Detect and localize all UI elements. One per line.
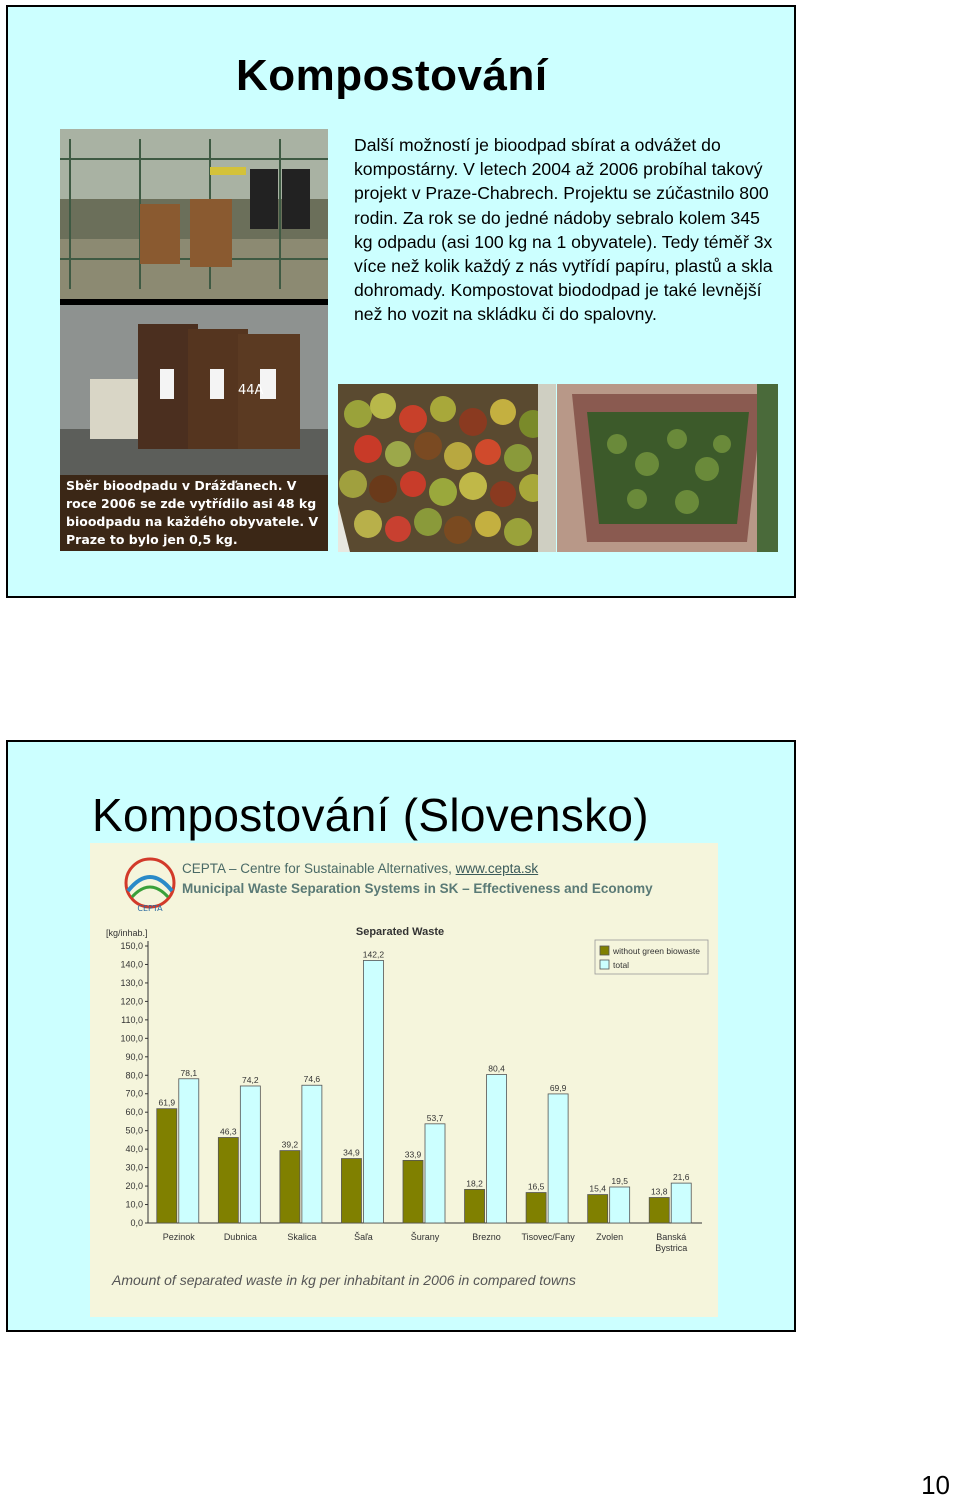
dresden-biowaste-photo	[60, 129, 328, 551]
category-label: Šurany	[410, 1232, 440, 1242]
bar-value-label: 46,3	[220, 1126, 237, 1137]
slide-title: Kompostování (Slovensko)	[92, 789, 649, 841]
bar-total	[240, 1086, 260, 1223]
chart-title: Separated Waste	[355, 926, 445, 938]
y-tick-label: 100,0	[120, 1033, 143, 1044]
separated-waste-bar-chart	[90, 843, 718, 1273]
bar-without-green	[526, 1193, 546, 1223]
bar-without-green	[649, 1198, 669, 1223]
slide-kompostovani	[6, 5, 796, 598]
bar-total	[425, 1124, 445, 1223]
bar-value-label: 78,1	[180, 1067, 198, 1078]
bar-value-label: 15,4	[589, 1183, 606, 1194]
y-tick-label: 120,0	[120, 996, 143, 1007]
y-axis-label: [kg/inhab.]	[106, 928, 148, 938]
bar-without-green	[157, 1109, 177, 1223]
legend-label: without green biowaste	[613, 946, 700, 956]
category-label: Pezinok	[162, 1232, 195, 1242]
y-tick-label: 0,0	[130, 1218, 143, 1228]
green-waste-bin-photo	[557, 384, 778, 552]
y-tick-label: 50,0	[125, 1125, 143, 1136]
svg-text:CEPTA: CEPTA	[137, 904, 163, 913]
bar-value-label: 18,2	[466, 1178, 483, 1189]
y-tick-label: 130,0	[120, 977, 143, 988]
bar-value-label: 53,7	[426, 1112, 444, 1123]
bar-value-label: 74,2	[242, 1074, 259, 1085]
category-label: Skalica	[287, 1232, 317, 1242]
category-label: Tisovec/Fany	[521, 1232, 575, 1242]
y-tick-label: 20,0	[125, 1181, 143, 1192]
y-tick-label: 90,0	[125, 1051, 143, 1062]
cepta-subtitle: Municipal Waste Separation Systems in SK – Effectiveness and Economy	[182, 881, 653, 896]
bar-value-label: 80,4	[488, 1063, 505, 1074]
legend-label: total	[613, 960, 630, 970]
y-tick-label: 30,0	[125, 1162, 143, 1173]
y-tick-label: 140,0	[120, 959, 143, 970]
photo-caption: Sběr bioodpadu v Drážďanech. V roce 2006 se zde vytřídilo asi 48 kg bioodpadu na každého obyvatele. V Praze to bylo jen 0,5 kg.	[66, 478, 319, 547]
bar-value-label: 142,2	[362, 949, 385, 960]
cepta-org-line: CEPTA – Centre for Sustainable Alternatives, www.cepta.sk	[182, 861, 539, 876]
category-label: Brezno	[472, 1232, 501, 1242]
cepta-chart-image	[90, 843, 718, 1317]
bar-value-label: 33,9	[404, 1149, 422, 1160]
slide-paragraph: Další možností je bioodpad sbírat a odvážet do kompostárny. V letech 2004 až 2006 probíhal takový projekt v Praze-Chabrech. Projektu se zúčastnilo 800 rodin. Za rok se do jedné nádoby sebralo kolem 345 kg odpadu (asi 100 kg na 1 obyvatele). Tedy téměř 3x více než kolik každý z nás vytřídí papíru, plastů a skla dohromady. Kompostovat biododpad je také levnější než ho vozit na skládku či do spalovny.	[354, 135, 773, 325]
bar-total	[487, 1075, 507, 1223]
bar-total	[610, 1187, 630, 1223]
category-label: Bystrica	[655, 1243, 688, 1253]
slide-title: Kompostování	[236, 51, 548, 100]
bar-value-label: 13,8	[650, 1186, 668, 1197]
bar-without-green	[218, 1137, 238, 1223]
bar-value-label: 74,6	[303, 1074, 321, 1085]
bin-label: 44A	[238, 383, 264, 398]
apples-compost-photo	[338, 384, 556, 552]
bar-without-green	[341, 1159, 361, 1223]
bar-value-label: 16,5	[527, 1181, 545, 1192]
legend-swatch	[600, 960, 609, 969]
y-tick-label: 40,0	[125, 1144, 143, 1155]
chart-caption: Amount of separated waste in kg per inhabitant in 2006 in compared towns	[112, 1272, 576, 1288]
bar-without-green	[280, 1151, 300, 1223]
bar-total	[671, 1183, 691, 1223]
bar-value-label: 34,9	[343, 1147, 360, 1158]
bar-without-green	[588, 1195, 608, 1223]
bar-value-label: 19,5	[611, 1175, 628, 1186]
y-tick-label: 150,0	[120, 941, 143, 951]
y-tick-label: 80,0	[125, 1070, 143, 1081]
bar-value-label: 69,9	[549, 1082, 567, 1093]
y-tick-label: 110,0	[121, 1014, 143, 1025]
bar-total	[548, 1094, 568, 1223]
bar-without-green	[465, 1189, 485, 1223]
cepta-link[interactable]: www.cepta.sk	[455, 861, 539, 876]
bar-total	[179, 1079, 199, 1223]
bar-without-green	[403, 1160, 423, 1223]
page-number: 10	[921, 1470, 950, 1500]
legend-swatch	[600, 946, 609, 955]
bar-total	[302, 1085, 322, 1223]
category-label: Zvolen	[596, 1232, 624, 1242]
y-tick-label: 10,0	[125, 1199, 143, 1210]
category-label: Šaľa	[354, 1232, 373, 1242]
y-tick-label: 70,0	[125, 1088, 143, 1099]
y-tick-label: 60,0	[125, 1107, 143, 1118]
slide-kompostovani-slovensko	[6, 740, 796, 1332]
category-label: Dubnica	[223, 1232, 257, 1242]
bar-value-label: 21,6	[672, 1172, 690, 1183]
bar-value-label: 61,9	[158, 1097, 176, 1108]
bar-total	[363, 960, 383, 1223]
bar-value-label: 39,2	[281, 1139, 299, 1150]
category-label: Banská	[656, 1232, 687, 1242]
